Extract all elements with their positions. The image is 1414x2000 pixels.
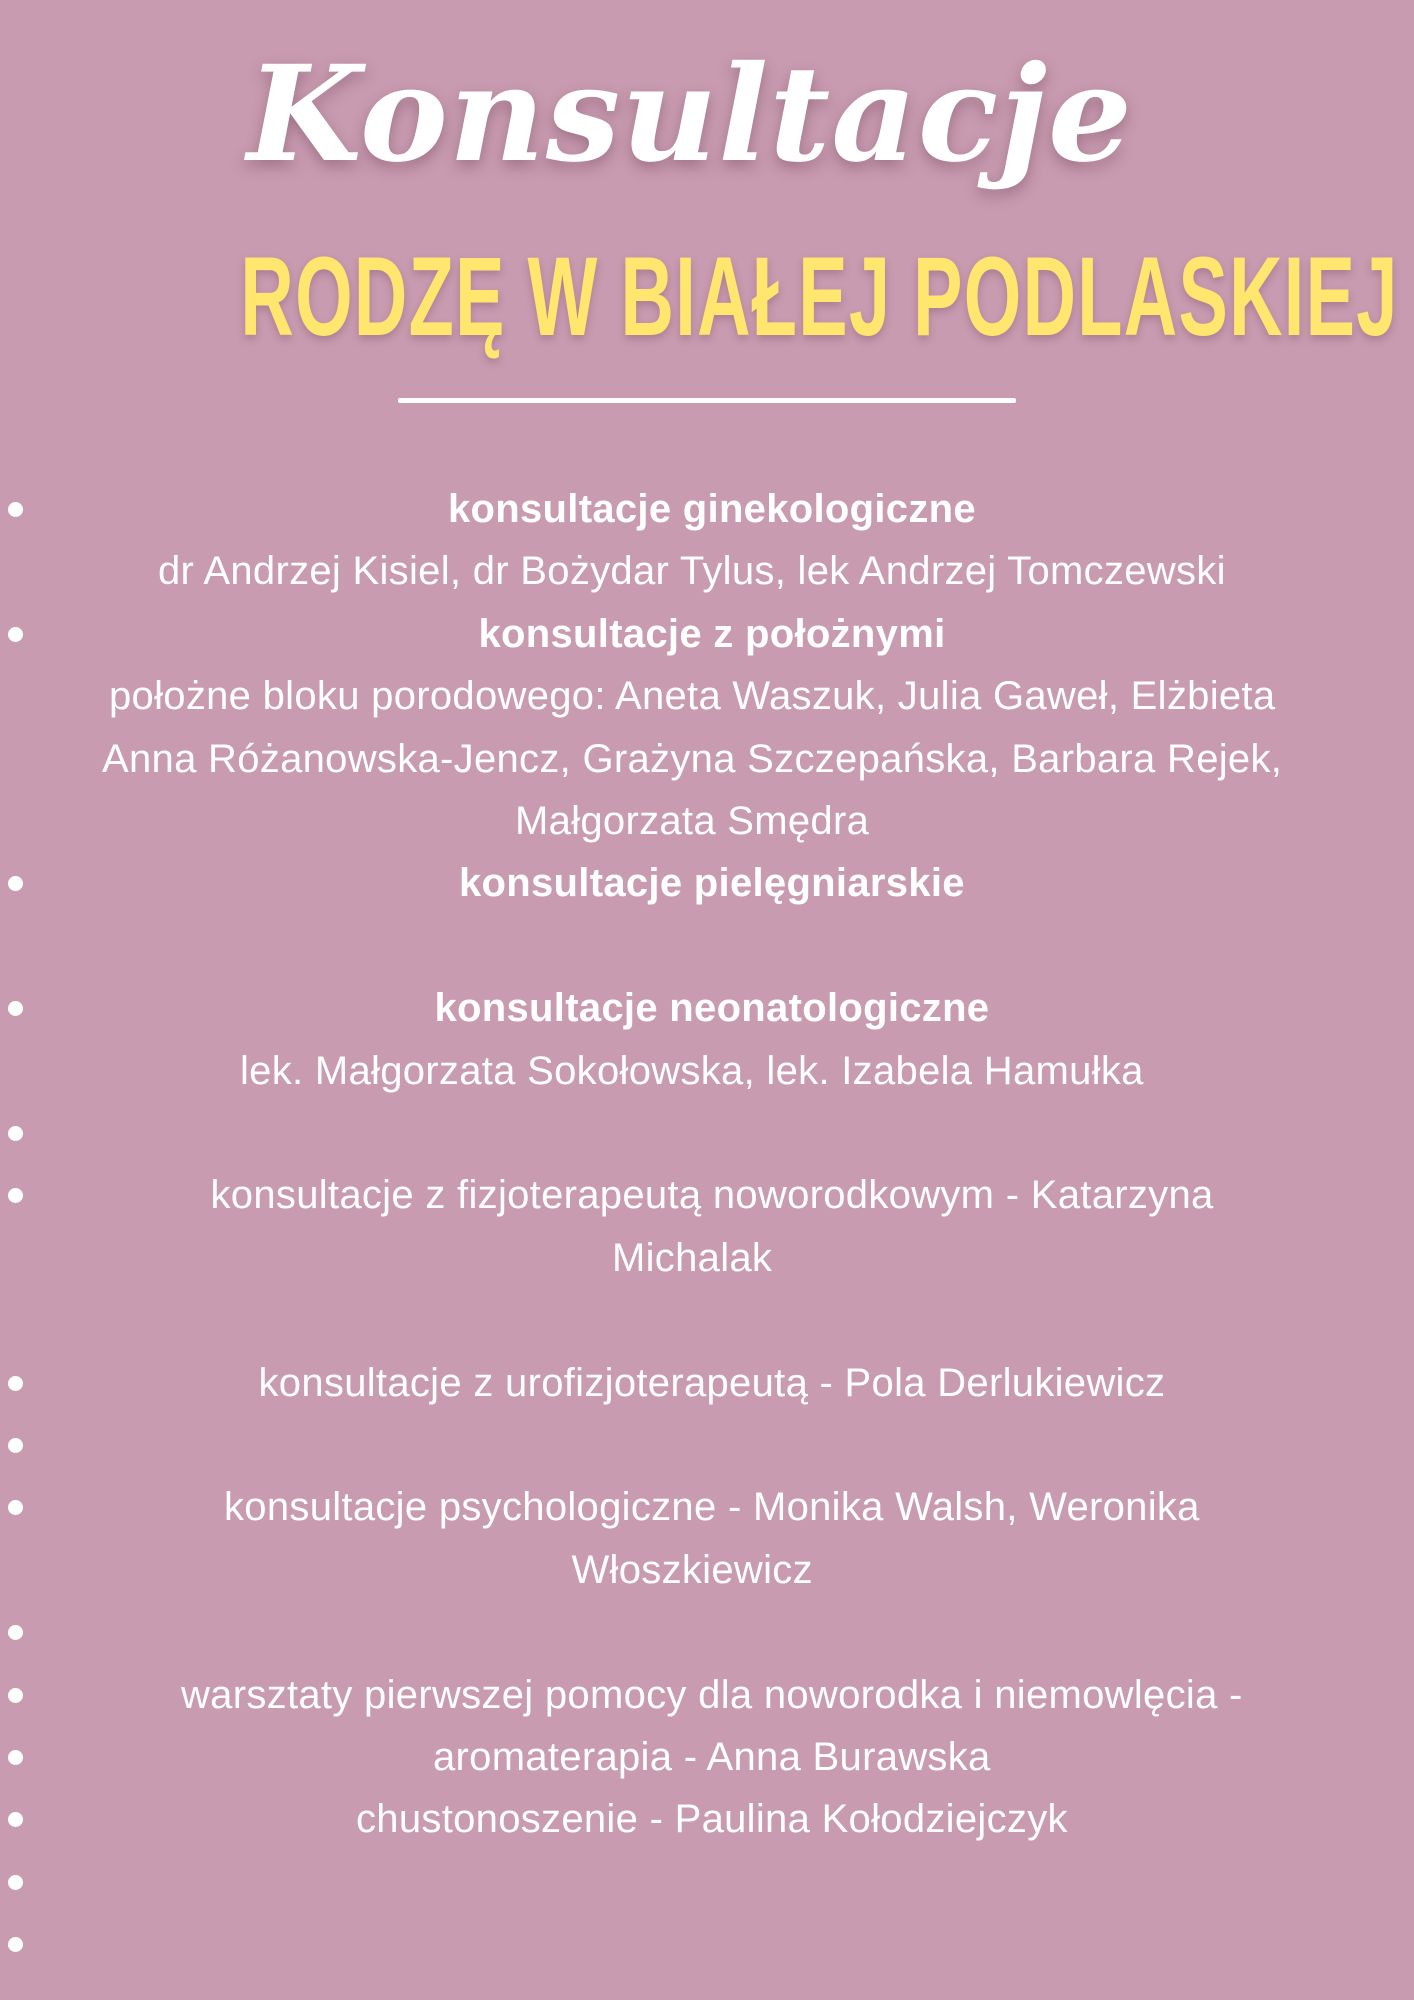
section-text: Włoszkiewicz [571,1547,813,1592]
list-line [0,977,1414,1039]
list-line [0,1476,1414,1538]
list-line [0,1913,1414,1975]
bullet-icon [8,1875,23,1890]
list-line [0,478,1414,540]
list-line [0,915,1414,977]
bullet-icon [8,1126,23,1141]
section-heading: konsultacje neonatologiczne [434,986,990,1031]
list-line [0,1664,1414,1726]
bullet-icon [8,1500,23,1515]
list-line [0,1726,1414,1788]
section-text: Michalak [612,1235,773,1280]
list-line [0,1352,1414,1414]
section-text: Anna Różanowska-Jencz, Grażyna Szczepańska, Barbara Rejek, [102,736,1283,781]
bullet-icon [8,1188,23,1203]
bullet-icon [8,502,23,517]
bullet-icon [8,1001,23,1016]
section-text: dr Andrzej Kisiel, dr Bożydar Tylus, lek Andrzej Tomczewski [158,549,1226,594]
section-text: aromaterapia - Anna Burawska [433,1735,991,1779]
bullet-icon [8,627,23,642]
list-line [0,1102,1414,1164]
bullet-icon [8,1750,23,1765]
section-text: położne bloku porodowego: Aneta Waszuk, Julia Gaweł, Elżbieta [109,674,1276,719]
section-text: konsultacje psychologiczne - Monika Walsh, Weronika [224,1485,1200,1530]
list-line [0,1851,1414,1913]
section-heading: konsultacje ginekologiczne [448,487,976,531]
list-line [0,603,1414,665]
section-text: konsultacje z urofizjoterapeutą - Pola Derlukiewicz [258,1360,1166,1405]
script-title: Konsultacje [247,37,1133,192]
bullet-icon [8,1376,23,1391]
bullet-icon [8,1812,23,1827]
bullet-icon [8,1688,23,1703]
bullet-icon [8,1937,23,1952]
main-title: RODZĘ W BIAŁEJ PODLASKIEJ [240,234,1399,359]
title-divider [398,398,1016,403]
section-text: chustonoszenie - Paulina Kołodziejczyk [356,1797,1068,1842]
list-line [0,1164,1414,1226]
section-heading: konsultacje pielęgniarskie [459,861,965,906]
list-line [0,1414,1414,1476]
section-text: konsultacje z fizjoterapeutą noworodkowym - Katarzyna [210,1173,1214,1218]
bullet-icon [8,876,23,891]
list-line [0,1227,1414,1289]
list-line [0,1040,1414,1102]
bullet-icon [8,1438,23,1453]
section-text: lek. Małgorzata Sokołowska, lek. Izabela Hamułka [240,1048,1144,1093]
section-text: Małgorzata Smędra [515,799,870,843]
list-line [0,665,1414,727]
list-line [0,1601,1414,1663]
list-line [0,728,1414,790]
list-line [0,1788,1414,1850]
list-line [0,1289,1414,1351]
bullet-icon [8,1625,23,1640]
list-line [0,790,1414,852]
section-text: warsztaty pierwszej pomocy dla noworodka i niemowlęcia - [181,1672,1243,1717]
list-line [0,852,1414,914]
section-heading: konsultacje z położnymi [478,611,946,656]
list-line [0,1539,1414,1601]
list-line [0,540,1414,602]
